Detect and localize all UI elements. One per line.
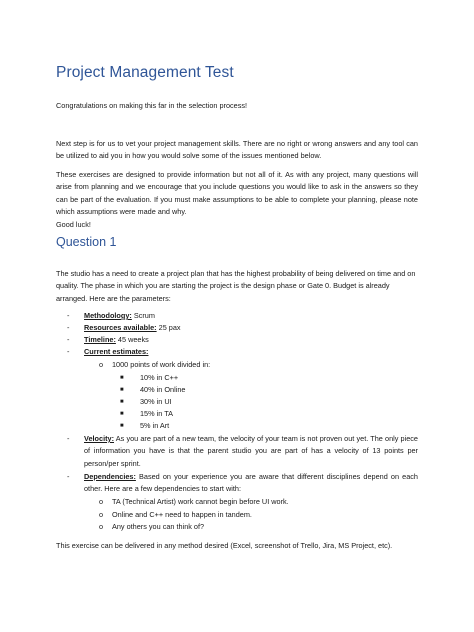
split-item: 40% in Online	[140, 385, 186, 394]
square-bullet: ■	[120, 423, 124, 429]
dash-bullet: -	[67, 323, 70, 332]
good-luck-text: Good luck!	[56, 220, 91, 229]
question-heading: Question 1	[56, 235, 117, 249]
dash-bullet: -	[67, 347, 70, 356]
param-value: 25 pax	[156, 323, 181, 332]
split-item: 5% in Art	[140, 421, 170, 430]
split-item: 15% in TA	[140, 409, 173, 418]
param-methodology	[84, 310, 155, 322]
dash-bullet: -	[67, 311, 70, 320]
param-value: As you are part of a new team, the velocity of your team is not proven out yet. The only piece of information you have is that the parent studio you are part of has a velocity of 13 points per person/per sprint.	[84, 434, 418, 468]
dependency-item: Online and C++ need to happen in tandem.	[112, 510, 252, 519]
param-label: Resources available:	[84, 323, 157, 332]
square-bullet: ■	[120, 411, 124, 417]
param-timeline	[84, 334, 149, 346]
paragraph-1: Next step is for us to vet your project management skills. There are no right or wrong answers and any tool can be utilized to aid you in how you would solve some of the issues mentioned below.	[56, 139, 418, 161]
dash-bullet: -	[67, 472, 70, 481]
square-bullet: ■	[120, 387, 124, 393]
paragraph-2: These exercises are designed to provide information but not all of it. As with any project, many questions will arise from planning and we encourage that you include questions you would like to ask in the answers so they can be part of the evaluation. If you must make assumptions to be able to complete your planning, please note which assumptions were made and why.	[56, 170, 418, 217]
dependency-item: Any others you can think of?	[112, 522, 205, 531]
circle-bullet: o	[99, 497, 104, 506]
dash-bullet: -	[67, 335, 70, 344]
page-title: Project Management Test	[56, 64, 234, 81]
param-value: Scrum	[131, 311, 155, 320]
param-dependencies	[84, 471, 418, 496]
param-label: Current estimates:	[84, 347, 149, 356]
closing-text: This exercise can be delivered in any method desired (Excel, screenshot of Trello, Jira, MS Project, etc).	[56, 541, 393, 550]
param-label: Velocity:	[84, 434, 115, 443]
param-velocity	[84, 433, 418, 470]
param-value: Based on your experience you are aware that different disciplines depend on each other. Here are a few dependencies to start with:	[84, 472, 418, 494]
split-item: 10% in C++	[140, 373, 179, 382]
square-bullet: ■	[120, 399, 124, 405]
circle-bullet: o	[99, 522, 104, 531]
param-label: Methodology:	[84, 311, 132, 320]
circle-bullet: o	[99, 360, 104, 369]
param-estimates	[84, 346, 148, 358]
param-label: Timeline:	[84, 335, 116, 344]
dependency-item: TA (Technical Artist) work cannot begin before UI work.	[112, 497, 289, 506]
estimates-sub: 1000 points of work divided in:	[112, 360, 211, 369]
param-value: 45 weeks	[115, 335, 149, 344]
circle-bullet: o	[99, 510, 104, 519]
param-resources	[84, 322, 181, 334]
question-intro: The studio has a need to create a project plan that has the highest probability of being delivered on time and on quality. The phase in which you are starting the project is the design phase or Gate 0. Budget is already arranged. Here are the parameters:	[56, 269, 416, 303]
split-item: 30% in UI	[140, 397, 172, 406]
square-bullet: ■	[120, 375, 124, 381]
dash-bullet: -	[67, 434, 70, 443]
param-label: Dependencies:	[84, 472, 136, 481]
intro-text: Congratulations on making this far in the selection process!	[56, 101, 248, 110]
